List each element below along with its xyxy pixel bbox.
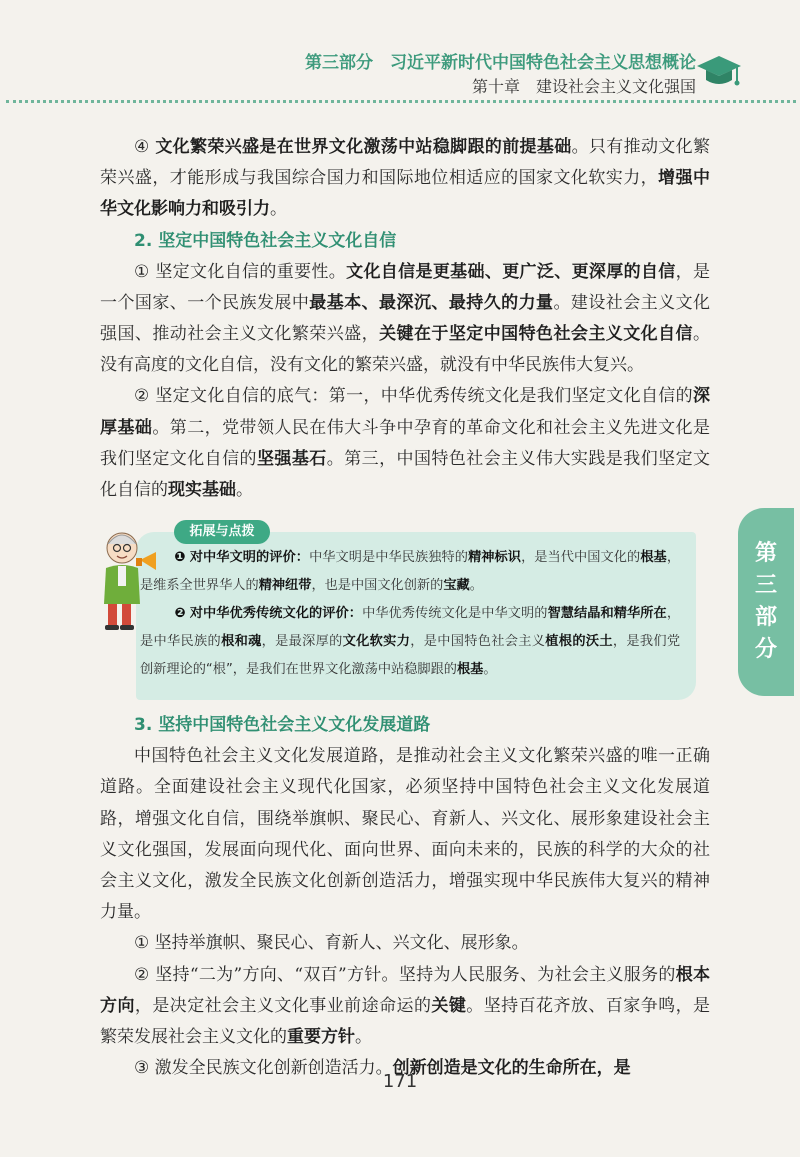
paragraph-4: ④ 文化繁荣兴盛是在世界文化激荡中站稳脚跟的前提基础。只有推动文化繁荣兴盛，才能形成与我国综合国力和国际地位相适应的国家文化软实力，增强中华文化影响力和吸引力。 [100, 137, 711, 220]
part-side-tab [738, 508, 794, 696]
tip-text [140, 544, 680, 684]
item-number: ③ [134, 1058, 150, 1079]
side-tab-char: 第 [754, 541, 777, 566]
item-number: ② [134, 386, 150, 407]
page-header [0, 0, 800, 110]
side-tab-char: 分 [754, 637, 777, 662]
paragraph-3-2: ② 坚持“二为”方向、“双百”方针。坚持为人民服务、为社会主义服务的根本方向，是决定社会主义文化事业前途命运的关键。坚持百花齐放、百家争鸣，是繁荣发展社会主义文化的重要方针。 [100, 964, 711, 1048]
paragraph-2-2: ② 坚定文化自信的底气：第一，中华优秀传统文化是我们坚定文化自信的深厚基础。第二，党带领人民在伟大斗争中孕育的革命文化和社会主义先进文化是我们坚定文化自信的坚强基石。第三，中国特色社会主义伟大实践是我们坚定文化自信的现实基础。 [100, 386, 711, 501]
item-number: ① [134, 261, 150, 282]
chapter-title: 第十章 建设社会主义文化强国 [471, 77, 696, 96]
side-tab-char: 三 [754, 573, 777, 598]
paragraph-3-3: ③ 激发全民族文化创新创造活力。创新创造是文化的生命所在，是 [134, 1058, 631, 1079]
tip-item-1: ❶ 对中华文明的评价：中华文明是中华民族独特的精神标识，是当代中国文化的根基，是维系全世界华人的精神纽带，也是中国文化创新的宝藏。 [140, 550, 680, 593]
side-tab-char: 部 [754, 605, 777, 630]
item-number: ④ [134, 137, 150, 157]
header-divider [6, 100, 796, 103]
tip-title-badge: 拓展与点拨 [174, 520, 270, 544]
section-heading-2: 2. 坚定中国特色社会主义文化自信 [134, 230, 397, 251]
part-title: 第三部分 习近平新时代中国特色社会主义思想概论 [305, 53, 696, 73]
tip-item-2: ❷ 对中华优秀传统文化的评价：中华优秀传统文化是中华文明的智慧结晶和精华所在，是中华民族的根和魂，是最深厚的文化软实力，是中国特色社会主义植根的沃土，是我们党创新理论的“根”，是我们在世界文化激荡中站稳脚跟的根基。 [140, 606, 681, 677]
tip-number: ❶ [174, 550, 186, 565]
item-number: ② [134, 964, 150, 985]
section-heading-3: 3. 坚持中国特色社会主义文化发展道路 [134, 715, 431, 736]
item-number: ① [134, 933, 150, 954]
page-number: 171 [382, 1071, 418, 1092]
tip-number: ❷ [174, 606, 186, 621]
graduation-cap-icon [695, 52, 743, 94]
paragraph-3-intro: 中国特色社会主义文化发展道路，是推动社会主义文化繁荣兴盛的唯一正确道路。全面建设社会主义现代化国家，必须坚持中国特色社会主义文化发展道路，增强文化自信，围绕举旗帜、聚民心、育新人、兴文化、展形象建设社会主义文化强国，发展面向现代化、面向世界、面向未来的，民族的科学的大众的社会主义文化，激发全民族文化创新创造活力，增强实现中华民族伟大复兴的精神力量。 [100, 746, 710, 923]
paragraph-2-1: ① 坚定文化自信的重要性。文化自信是更基础、更广泛、更深厚的自信，是一个国家、一个民族发展中最基本、最深沉、最持久的力量。建设社会主义文化强国、推动社会主义文化繁荣兴盛，关键在于坚定中国特色社会主义文化自信。没有高度的文化自信，没有文化的繁荣兴盛，就没有中华民族伟大复兴。 [100, 261, 711, 376]
paragraph-3-1: ① 坚持举旗帜、聚民心、育新人、兴文化、展形象。 [134, 933, 529, 954]
tip-box [96, 520, 696, 700]
